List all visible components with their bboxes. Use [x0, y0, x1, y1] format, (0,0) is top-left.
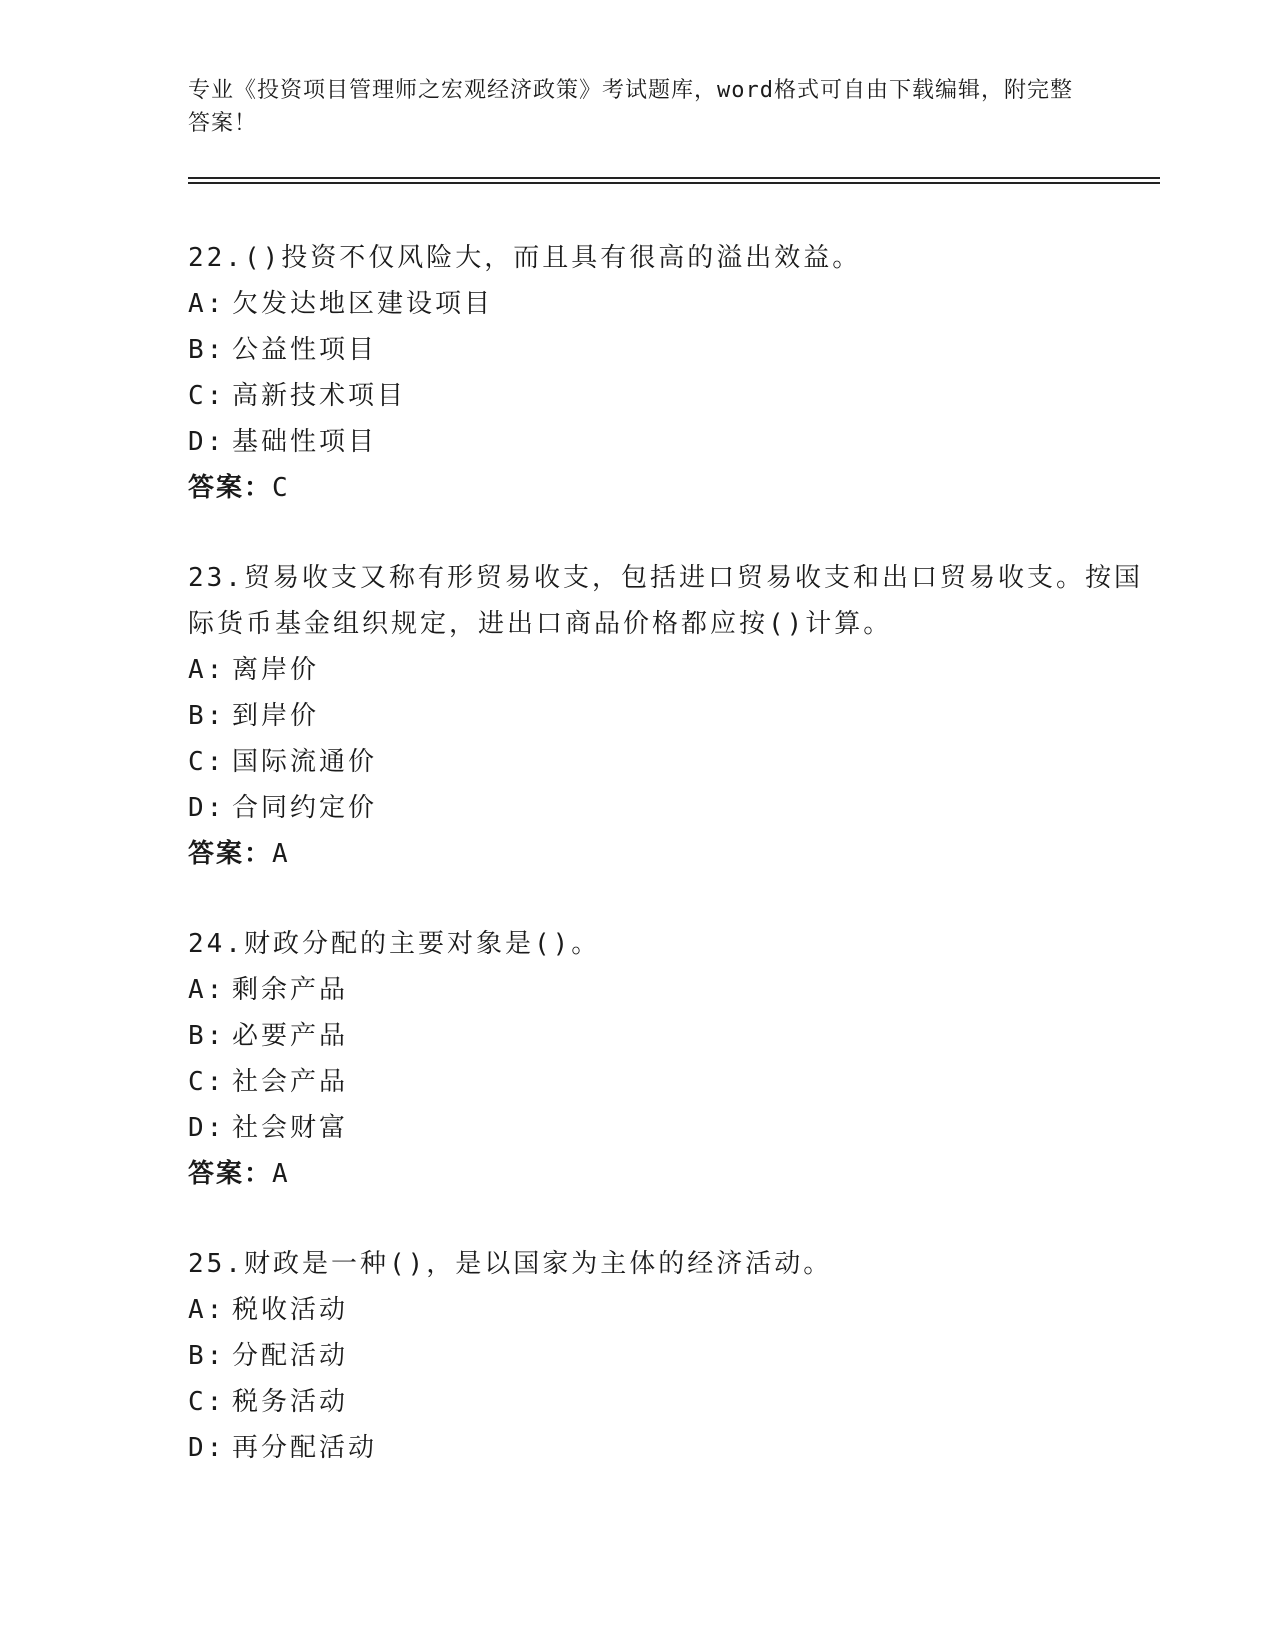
answer-value: A — [272, 839, 290, 869]
option-text: 国际流通价 — [232, 747, 378, 777]
option-text: 必要产品 — [232, 1021, 349, 1051]
option-text: 离岸价 — [232, 655, 320, 685]
option-d — [188, 785, 1168, 831]
option-key: A: — [188, 975, 226, 1005]
option-text: 到岸价 — [232, 701, 320, 731]
option-text: 剩余产品 — [232, 975, 349, 1005]
option-text: 税务活动 — [232, 1387, 349, 1417]
option-key: B: — [188, 1341, 226, 1371]
option-text: 分配活动 — [232, 1341, 349, 1371]
option-text: 合同约定价 — [232, 793, 378, 823]
option-key: C: — [188, 747, 226, 777]
option-c — [188, 373, 1168, 419]
question-stem: 22.()投资不仅风险大，而且具有很高的溢出效益。 — [188, 243, 862, 273]
option-text: 再分配活动 — [232, 1433, 378, 1463]
option-d — [188, 1105, 1168, 1151]
option-text: 社会产品 — [232, 1067, 349, 1097]
option-key: A: — [188, 1295, 226, 1325]
question-24 — [188, 921, 1168, 1197]
answer-label: 答案： — [188, 1159, 273, 1189]
answer-value: A — [272, 1159, 290, 1189]
option-key: B: — [188, 1021, 226, 1051]
option-key: A: — [188, 655, 226, 685]
option-text: 高新技术项目 — [232, 381, 407, 411]
option-key: D: — [188, 427, 226, 457]
option-d — [188, 419, 1168, 465]
option-text: 社会财富 — [232, 1113, 349, 1143]
option-key: B: — [188, 335, 226, 365]
option-key: C: — [188, 1387, 226, 1417]
option-c — [188, 1379, 1168, 1425]
document-header: 专业《投资项目管理师之宏观经济政策》考试题库，word格式可自由下载编辑，附完整答案！ — [188, 78, 1073, 136]
option-text: 税收活动 — [232, 1295, 349, 1325]
option-key: D: — [188, 1433, 226, 1463]
option-key: C: — [188, 1067, 226, 1097]
option-text: 公益性项目 — [232, 335, 378, 365]
header-divider-top — [188, 177, 1160, 179]
option-d — [188, 1425, 1168, 1471]
option-key: A: — [188, 289, 226, 319]
option-b — [188, 1333, 1168, 1379]
answer-line — [188, 831, 1168, 877]
option-a — [188, 967, 1168, 1013]
option-key: D: — [188, 793, 226, 823]
option-text: 欠发达地区建设项目 — [232, 289, 494, 319]
question-stem: 24.财政分配的主要对象是()。 — [188, 929, 601, 959]
option-b — [188, 1013, 1168, 1059]
option-b — [188, 693, 1168, 739]
option-c — [188, 739, 1168, 785]
option-a — [188, 1287, 1168, 1333]
question-25 — [188, 1241, 1168, 1471]
header-divider-bottom — [188, 182, 1160, 184]
question-stem: 25.财政是一种()，是以国家为主体的经济活动。 — [188, 1249, 833, 1279]
question-23 — [188, 555, 1168, 877]
question-22 — [188, 235, 1168, 511]
answer-label: 答案： — [188, 473, 273, 503]
answer-label: 答案： — [188, 839, 273, 869]
answer-value: C — [272, 473, 290, 503]
option-key: C: — [188, 381, 226, 411]
question-stem: 23.贸易收支又称有形贸易收支，包括进口贸易收支和出口贸易收支。按国际货币基金组织规定，进出口商品价格都应按()计算。 — [188, 563, 1143, 639]
option-key: D: — [188, 1113, 226, 1143]
option-c — [188, 1059, 1168, 1105]
option-text: 基础性项目 — [232, 427, 378, 457]
answer-line — [188, 465, 1168, 511]
option-a — [188, 647, 1168, 693]
answer-line — [188, 1151, 1168, 1197]
option-key: B: — [188, 701, 226, 731]
question-list — [188, 235, 1168, 1515]
option-a — [188, 281, 1168, 327]
option-b — [188, 327, 1168, 373]
